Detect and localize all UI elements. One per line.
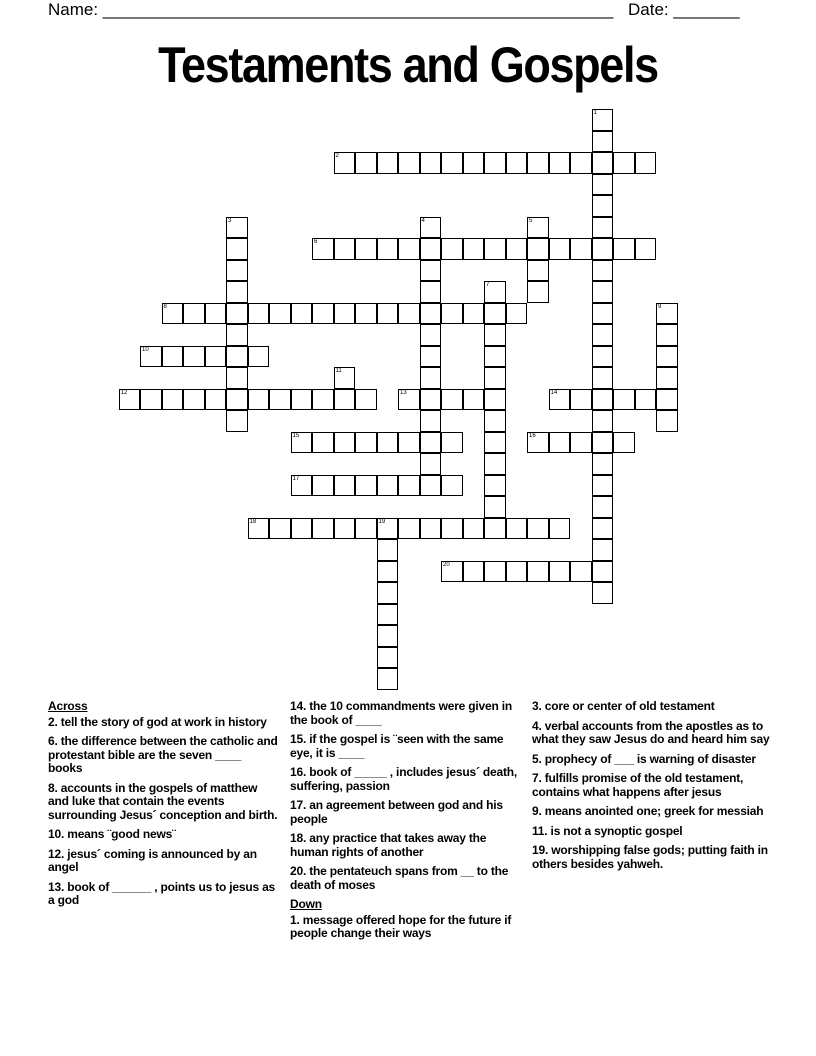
grid-cell[interactable] [656,324,678,346]
clue-number: 19 [378,518,386,525]
grid-cell[interactable] [527,152,549,174]
clue-text: core or center of old testament [541,699,715,713]
grid-cell[interactable] [355,152,377,174]
grid-cell[interactable] [463,561,485,583]
clue-number-label: 6. [48,734,58,748]
grid-cell[interactable] [484,367,506,389]
grid-cell[interactable] [398,238,420,260]
grid-cell[interactable] [527,432,549,454]
grid-cell[interactable] [183,346,205,368]
grid-cell[interactable] [484,496,506,518]
grid-cell[interactable] [334,152,356,174]
grid-cell[interactable] [398,475,420,497]
grid-cell[interactable] [656,410,678,432]
grid-cell[interactable] [463,389,485,411]
grid-cell[interactable] [441,475,463,497]
down-clue-list-continued [532,700,772,871]
grid-cell[interactable] [355,518,377,540]
grid-cell[interactable] [420,152,442,174]
clue-text: book of ______ , points us to jesus as a god [48,879,276,907]
grid-cell[interactable] [592,561,614,583]
grid-cell[interactable] [291,389,313,411]
clue-item [290,700,520,727]
grid-cell[interactable] [592,260,614,282]
clue-text: jesus´ coming is announced by an angel [48,846,257,874]
grid-cell[interactable] [119,389,141,411]
grid-cell[interactable] [420,260,442,282]
grid-cell[interactable] [420,324,442,346]
grid-cell[interactable] [592,174,614,196]
grid-cell[interactable] [484,346,506,368]
grid-cell[interactable] [420,518,442,540]
grid-cell[interactable] [506,238,528,260]
clue-number: 8 [163,303,167,310]
grid-cell[interactable] [355,475,377,497]
clue-item [290,865,520,892]
down-heading: Down [290,897,322,911]
grid-cell[interactable] [377,303,399,325]
clue-number: 14 [550,389,558,396]
grid-cell[interactable] [140,346,162,368]
grid-cell[interactable] [463,152,485,174]
grid-cell[interactable] [420,389,442,411]
clue-number-label: 13. [48,879,65,894]
clue-number-label: 16. [290,765,307,779]
clue-number: 11 [335,368,342,374]
grid-cell[interactable] [420,367,442,389]
grid-cell[interactable] [226,367,248,389]
grid-cell[interactable] [592,109,614,131]
grid-cell[interactable] [377,238,399,260]
grid-cell[interactable] [377,582,399,604]
grid-cell[interactable] [377,539,399,561]
grid-cell[interactable] [355,303,377,325]
clue-number-label: 10. [48,827,65,841]
grid-cell[interactable] [656,303,678,325]
grid-cell[interactable] [355,238,377,260]
grid-cell[interactable] [656,346,678,368]
grid-cell[interactable] [613,238,635,260]
clue-item [48,881,278,908]
grid-cell[interactable] [441,518,463,540]
across-heading: Across [48,699,88,713]
grid-cell[interactable] [420,410,442,432]
clue-text: if the gospel is ¨seen with the same eye, it is ____ [290,732,504,760]
clue-text: accounts in the gospels of matthew and luke that contain the events surrounding Jesus´ conception and birth. [48,780,278,822]
grid-cell[interactable] [592,303,614,325]
clue-number: 2 [335,153,339,159]
grid-cell[interactable] [162,303,184,325]
clue-item [48,828,278,842]
grid-cell[interactable] [420,217,442,239]
grid-cell[interactable] [334,238,356,260]
grid-cell[interactable] [484,303,506,325]
grid-cell[interactable] [484,518,506,540]
grid-cell[interactable] [162,389,184,411]
grid-cell[interactable] [463,303,485,325]
grid-cell[interactable] [398,518,420,540]
grid-cell[interactable] [226,260,248,282]
clue-text: worshipping false gods; putting faith in others besides yahweh. [532,843,768,871]
clue-text: book of _____ , includes jesus´ death, suffering, passion [290,765,518,793]
grid-cell[interactable] [269,303,291,325]
grid-cell[interactable] [334,432,356,454]
grid-cell[interactable] [527,281,549,303]
clue-number: 13 [400,389,407,396]
grid-cell[interactable] [592,346,614,368]
grid-cell[interactable] [420,281,442,303]
grid-cell[interactable] [291,518,313,540]
grid-cell[interactable] [312,518,334,540]
clue-item [532,720,772,747]
grid-cell[interactable] [183,303,205,325]
grid-cell[interactable] [570,152,592,174]
grid-cell[interactable] [549,561,571,583]
grid-cell[interactable] [592,496,614,518]
grid-cell[interactable] [506,303,528,325]
clue-number-label: 11. [532,823,548,838]
grid-cell[interactable] [312,475,334,497]
grid-cell[interactable] [420,303,442,325]
grid-cell[interactable] [226,238,248,260]
grid-cell[interactable] [334,303,356,325]
clue-number: 17 [292,475,300,482]
clue-number: 7 [486,282,490,288]
clue-number-label: 20. [290,864,307,878]
grid-cell[interactable] [377,475,399,497]
grid-cell[interactable] [226,389,248,411]
clue-text: verbal accounts from the apostles as to what they saw Jesus do and heard him say [532,718,770,746]
grid-cell[interactable] [592,217,614,239]
grid-cell[interactable] [162,346,184,368]
across-clue-list-continued [290,700,520,892]
grid-cell[interactable] [506,518,528,540]
grid-cell[interactable] [140,389,162,411]
clue-number: 9 [658,303,662,310]
clue-number-label: 9. [532,804,542,818]
grid-cell[interactable] [334,367,356,389]
grid-cell[interactable] [334,475,356,497]
grid-cell[interactable] [226,303,248,325]
clue-number: 3 [228,217,232,224]
grid-cell[interactable] [570,238,592,260]
grid-cell[interactable] [226,410,248,432]
clue-text: is not a synoptic gospel [547,823,683,838]
grid-cell[interactable] [420,432,442,454]
clue-item [532,825,772,839]
grid-cell[interactable] [377,625,399,647]
clue-number: 4 [421,217,425,224]
grid-cell[interactable] [613,432,635,454]
clue-number: 15 [292,432,300,439]
clues-column-2 [290,700,520,947]
grid-cell[interactable] [205,346,227,368]
clue-item [290,733,520,760]
grid-cell[interactable] [484,281,506,303]
grid-cell[interactable] [527,561,549,583]
grid-cell[interactable] [248,346,270,368]
clue-number-label: 12. [48,846,65,861]
grid-cell[interactable] [420,346,442,368]
grid-cell[interactable] [441,432,463,454]
clue-text: means anointed one; greek for messiah [541,804,764,818]
grid-cell[interactable] [656,367,678,389]
grid-cell[interactable] [484,238,506,260]
clue-number: 6 [314,239,318,245]
clue-number-label: 5. [532,751,542,766]
grid-cell[interactable] [484,410,506,432]
clue-number: 18 [249,518,257,525]
grid-cell[interactable] [484,389,506,411]
grid-cell[interactable] [592,195,614,217]
grid-cell[interactable] [355,389,377,411]
clue-text: means ¨good news¨ [64,827,176,841]
grid-cell[interactable] [549,152,571,174]
grid-cell[interactable] [441,303,463,325]
down-clue-list [290,914,520,941]
clues-column-3 [532,700,772,877]
grid-cell[interactable] [570,389,592,411]
grid-cell[interactable] [398,303,420,325]
grid-cell[interactable] [592,432,614,454]
grid-cell[interactable] [312,303,334,325]
grid-cell[interactable] [441,238,463,260]
grid-cell[interactable] [592,389,614,411]
grid-cell[interactable] [506,561,528,583]
grid-cell[interactable] [592,539,614,561]
grid-cell[interactable] [269,389,291,411]
grid-cell[interactable] [549,238,571,260]
clue-number-label: 3. [532,699,542,713]
grid-cell[interactable] [420,453,442,475]
grid-cell[interactable] [527,260,549,282]
clue-item [290,799,520,826]
grid-cell[interactable] [484,561,506,583]
grid-cell[interactable] [377,561,399,583]
grid-cell[interactable] [226,324,248,346]
grid-cell[interactable] [549,432,571,454]
clue-item [48,735,278,776]
clue-number-label: 15. [290,732,307,746]
clue-item [48,782,278,823]
grid-cell[interactable] [291,303,313,325]
clue-number: 12 [120,389,128,396]
grid-cell[interactable] [334,389,356,411]
clue-text: prophecy of ___ is warning of disaster [541,751,756,766]
grid-cell[interactable] [248,389,270,411]
clue-text: the 10 commandments were given in the book of ____ [290,699,513,727]
grid-cell[interactable] [527,518,549,540]
clue-number: 10 [142,346,149,353]
clue-item [532,844,772,871]
page-title: Testaments and Gospels [158,37,658,93]
grid-cell[interactable] [441,561,463,583]
grid-cell[interactable] [484,152,506,174]
clue-number-label: 4. [532,718,542,733]
grid-cell[interactable] [592,281,614,303]
grid-cell[interactable] [312,238,334,260]
across-clue-list [48,716,278,908]
grid-cell[interactable] [312,389,334,411]
grid-cell[interactable] [420,238,442,260]
grid-cell[interactable] [463,518,485,540]
clue-number: 16 [529,432,536,439]
grid-cell[interactable] [570,432,592,454]
grid-cell[interactable] [226,217,248,239]
grid-cell[interactable] [398,389,420,411]
grid-cell[interactable] [291,432,313,454]
grid-cell[interactable] [355,432,377,454]
clue-text: message offered hope for the future if people change their ways [290,912,512,940]
clue-text: an agreement between god and his people [290,798,503,826]
grid-cell[interactable] [269,518,291,540]
grid-cell[interactable] [377,668,399,690]
grid-cell[interactable] [592,410,614,432]
clue-number-label: 8. [48,780,58,795]
grid-cell[interactable] [635,389,657,411]
grid-cell[interactable] [334,518,356,540]
grid-cell[interactable] [226,281,248,303]
grid-cell[interactable] [506,152,528,174]
grid-cell[interactable] [441,152,463,174]
clue-number: 5 [529,217,533,224]
grid-cell[interactable] [420,475,442,497]
grid-cell[interactable] [592,238,614,260]
clue-number-label: 2. [48,714,58,729]
clue-number-label: 14. [290,699,307,713]
grid-cell[interactable] [635,152,657,174]
grid-cell[interactable] [592,453,614,475]
grid-cell[interactable] [248,303,270,325]
grid-cell[interactable] [463,238,485,260]
clue-item [48,716,278,730]
grid-cell[interactable] [484,453,506,475]
grid-cell[interactable] [527,217,549,239]
clue-number-label: 19. [532,843,549,857]
clue-text: the difference between the catholic and protestant bible are the seven ____ books [48,734,278,775]
grid-cell[interactable] [592,518,614,540]
grid-cell[interactable] [248,518,270,540]
grid-cell[interactable] [312,432,334,454]
grid-cell[interactable] [613,152,635,174]
clues-column-1 [48,700,278,914]
grid-cell[interactable] [441,389,463,411]
grid-cell[interactable] [377,432,399,454]
clue-item [290,914,520,941]
grid-cell[interactable] [592,367,614,389]
grid-cell[interactable] [484,475,506,497]
clue-number-label: 18. [290,831,307,845]
clue-number: 20 [443,561,450,568]
clue-text: tell the story of god at work in history [57,714,267,729]
clue-item [532,700,772,714]
grid-cell[interactable] [635,238,657,260]
grid-cell[interactable] [592,131,614,153]
grid-cell[interactable] [377,604,399,626]
clue-item [532,772,772,799]
grid-cell[interactable] [484,324,506,346]
grid-cell[interactable] [570,561,592,583]
clue-item [532,805,772,819]
grid-cell[interactable] [592,152,614,174]
name-field-label: Name: ______________________________________________________ [48,0,614,19]
clue-text: any practice that takes away the human rights of another [290,831,487,859]
grid-cell[interactable] [398,152,420,174]
clue-item [532,753,772,767]
clue-number-label: 7. [532,771,542,785]
clue-text: the pentateuch spans from __ to the death of moses [290,864,509,892]
grid-cell[interactable] [291,475,313,497]
grid-cell[interactable] [377,518,399,540]
clue-item [48,848,278,875]
grid-cell[interactable] [613,389,635,411]
grid-cell[interactable] [592,324,614,346]
grid-cell[interactable] [592,475,614,497]
grid-cell[interactable] [592,582,614,604]
grid-cell[interactable] [226,346,248,368]
clue-text: fulfills promise of the old testament, contains what happens after jesus [532,771,744,799]
clue-number-label: 17. [290,798,307,812]
grid-cell[interactable] [205,303,227,325]
grid-cell[interactable] [205,389,227,411]
clue-item [290,832,520,859]
grid-cell[interactable] [549,389,571,411]
grid-cell[interactable] [377,647,399,669]
clue-number: 1 [593,110,597,116]
clue-number-label: 1. [290,912,300,927]
grid-cell[interactable] [183,389,205,411]
grid-cell[interactable] [398,432,420,454]
date-field-label: Date: _______ [628,0,740,19]
grid-cell[interactable] [484,432,506,454]
grid-cell[interactable] [656,389,678,411]
grid-cell[interactable] [377,152,399,174]
grid-cell[interactable] [527,238,549,260]
grid-cell[interactable] [549,518,571,540]
clue-item [290,766,520,793]
